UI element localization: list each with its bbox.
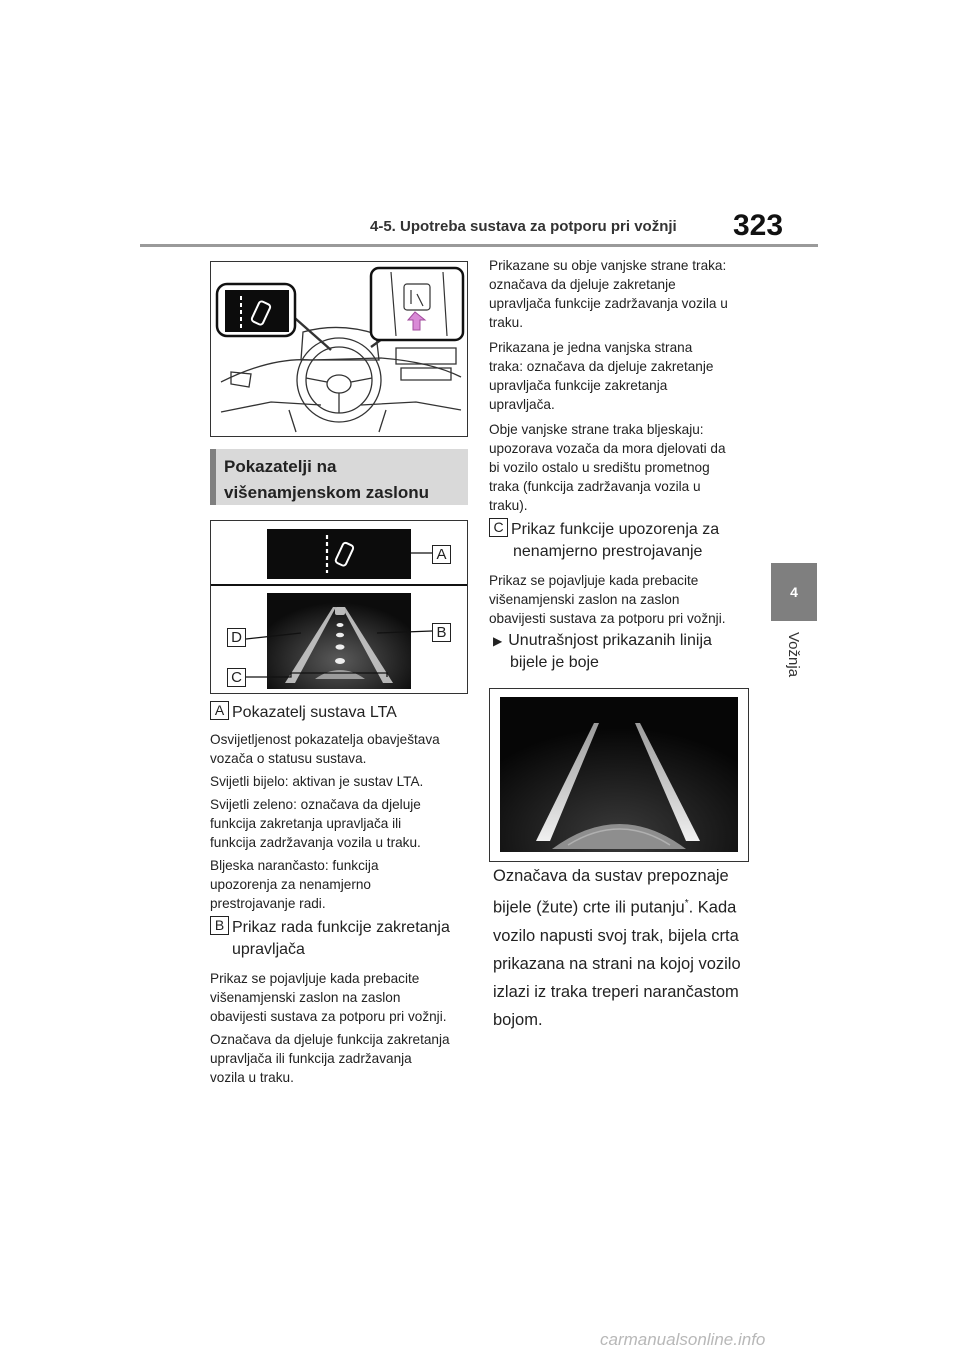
paragraph-line: upravljača. bbox=[489, 397, 555, 412]
paragraph-line: traka: označava da djeluje zakretanje bbox=[489, 359, 714, 374]
lane-text: prikazana na strani na kojoj vozilo bbox=[493, 954, 741, 973]
lane-description bbox=[493, 862, 763, 1034]
item-b-text: upravljača ili funkcija zadržavanja bbox=[210, 1051, 412, 1066]
lane-text: . Kada bbox=[688, 898, 737, 917]
marker-b: B bbox=[210, 916, 229, 935]
item-b bbox=[210, 916, 470, 1087]
item-b-text: obavijesti sustava za potporu pri vožnji. bbox=[210, 1009, 447, 1024]
item-a-text: Svijetli zeleno: označava da djeluje bbox=[210, 797, 421, 812]
item-c-title-2: nenamjerno prestrojavanje bbox=[513, 543, 703, 560]
section-heading bbox=[210, 449, 468, 505]
item-c-text: Prikaz se pojavljuje kada prebacite bbox=[489, 573, 699, 588]
item-b-text: vozila u traku. bbox=[210, 1070, 294, 1085]
item-a bbox=[210, 701, 470, 913]
lane-text: Označava da sustav prepoznaje bbox=[493, 867, 729, 885]
paragraph-line: traka (funkcija zadržavanja vozila u bbox=[489, 479, 701, 494]
callout-b: B bbox=[432, 623, 451, 642]
lane-text: bijele (žute) crte ili putanju bbox=[493, 898, 685, 917]
item-a-text: Svijetli bijelo: aktivan je sustav LTA. bbox=[210, 774, 424, 789]
item-c bbox=[489, 518, 759, 628]
watermark: carmanualsonline.info bbox=[600, 1330, 766, 1349]
lane-text: vozilo napusti svoj trak, bijela crta bbox=[493, 926, 739, 945]
item-b-title-1: Prikaz rada funkcije zakretanja bbox=[232, 919, 450, 936]
marker-a: A bbox=[210, 701, 229, 720]
item-c-title-1: Prikaz funkcije upozorenja za bbox=[511, 521, 720, 538]
item-c-text: višenamjenski zaslon na zaslon bbox=[489, 592, 680, 607]
item-a-text: funkcija zakretanja upravljača ili bbox=[210, 816, 402, 831]
item-a-text: funkcija zadržavanja vozila u traku. bbox=[210, 835, 421, 850]
paragraph-line: označava da djeluje zakretanje bbox=[489, 277, 676, 292]
paragraph-line: traku. bbox=[489, 315, 523, 330]
paragraph-line: upravljača funkcije zadržavanja vozila u bbox=[489, 296, 728, 311]
mid-display-illustration bbox=[210, 520, 468, 694]
lane-text: bojom. bbox=[493, 1010, 543, 1029]
triangle-bullet-icon: ▶ bbox=[493, 634, 503, 648]
paragraph-line: traku). bbox=[489, 498, 528, 513]
subheading-line1: Unutrašnjost prikazanih linija bbox=[508, 632, 712, 649]
paragraph-line: upozorava vozača da mora djelovati da bbox=[489, 441, 726, 456]
paragraph-line: upravljača funkcije zakretanja bbox=[489, 378, 668, 393]
lane-lines-drawing bbox=[490, 689, 748, 861]
item-c-text: obavijesti sustava za potporu pri vožnji. bbox=[489, 611, 726, 626]
section-heading-line1: Pokazatelji na bbox=[224, 457, 337, 476]
item-a-text: upozorenja za nenamjerno bbox=[210, 877, 371, 892]
subheading-line2: bijele je boje bbox=[510, 654, 599, 671]
header-rule bbox=[140, 244, 818, 247]
lane-lines-illustration bbox=[489, 688, 749, 862]
item-b-title-2: upravljača bbox=[232, 941, 305, 958]
chapter-tab: 4 bbox=[771, 563, 817, 621]
item-a-text: vozača o statusu sustava. bbox=[210, 751, 367, 766]
dashboard-illustration bbox=[210, 261, 468, 437]
paragraph-line: bi vozilo ostalo u središtu prometnog bbox=[489, 460, 710, 475]
section-heading-line2: višenamjenskom zaslonu bbox=[224, 483, 430, 502]
item-b-text: Označava da djeluje funkcija zakretanja bbox=[210, 1032, 450, 1047]
item-b-text: Prikaz se pojavljuje kada prebacite bbox=[210, 971, 420, 986]
callout-d: D bbox=[227, 628, 246, 647]
running-header-title: 4-5. Upotreba sustava za potporu pri vožnji bbox=[370, 218, 677, 235]
marker-c: C bbox=[489, 518, 508, 537]
paragraph-line: Obje vanjske strane traka bljeskaju: bbox=[489, 422, 704, 437]
paragraph-line: Prikazane su obje vanjske strane traka: bbox=[489, 258, 727, 273]
item-a-text: prestrojavanje radi. bbox=[210, 896, 326, 911]
item-b-text: višenamjenski zaslon na zaslon bbox=[210, 990, 401, 1005]
dashboard-drawing bbox=[211, 262, 467, 436]
item-a-text: Bljeska narančasto: funkcija bbox=[210, 858, 379, 873]
callout-a: A bbox=[432, 545, 451, 564]
paragraph-line: Prikazana je jedna vanjska strana bbox=[489, 340, 693, 355]
item-a-title: Pokazatelj sustava LTA bbox=[232, 704, 397, 721]
chapter-label: Vožnja bbox=[785, 632, 802, 678]
callout-c: C bbox=[227, 668, 246, 687]
footnote-marker: * bbox=[684, 898, 689, 909]
mid-display-drawing bbox=[211, 521, 467, 693]
lane-text: izlazi iz traka treperi narančastom bbox=[493, 982, 739, 1001]
right-paragraphs bbox=[489, 256, 759, 515]
subheading bbox=[493, 630, 763, 674]
item-a-text: Osvijetljenost pokazatelja obavještava bbox=[210, 732, 440, 747]
page-number: 323 bbox=[733, 209, 784, 242]
